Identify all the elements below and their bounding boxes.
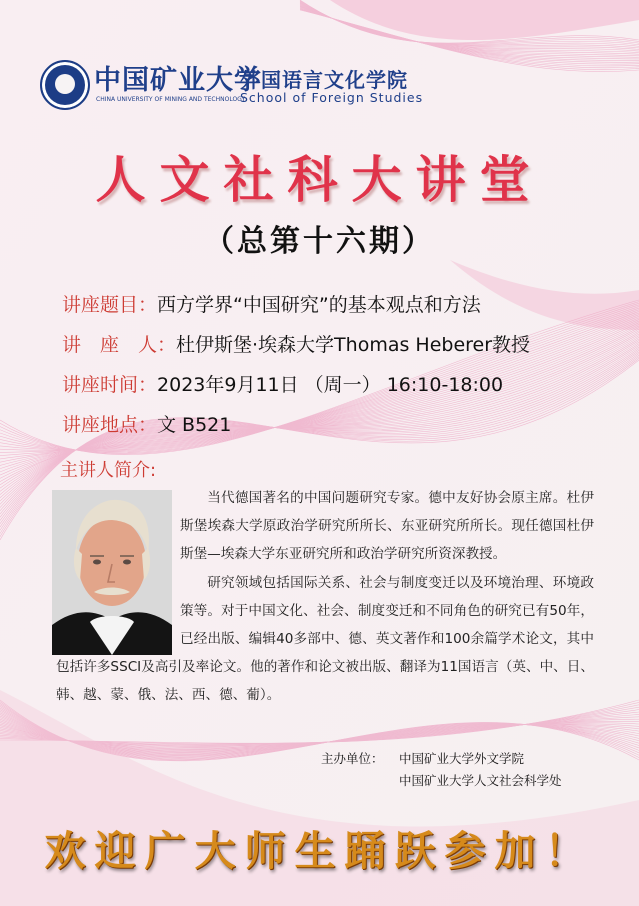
organizer-unit: 中国矿业大学人文社会科学处 <box>399 773 562 788</box>
lecture-time-value: 2023年9月11日 （周一） 16:10-18:00 <box>157 374 504 396</box>
lecturer-value: 杜伊斯堡·埃森大学Thomas Heberer教授 <box>176 334 531 356</box>
lecturer-row <box>62 330 530 357</box>
lecture-time-row <box>62 370 503 397</box>
page-title: 人文社科大讲堂 <box>95 150 544 209</box>
footer-slogan: 欢迎广大师生踊跃参加！ <box>44 827 595 875</box>
organizer-block <box>321 748 562 792</box>
school-name-en: School of Foreign Studies <box>240 90 424 105</box>
lecture-venue-value: 文 B521 <box>157 414 232 436</box>
speaker-portrait <box>52 490 172 655</box>
lecture-topic-row <box>62 290 481 317</box>
lecture-venue-row <box>62 410 231 437</box>
university-name-en: CHINA UNIVERSITY OF MINING AND TECHNOLOGY <box>96 96 246 103</box>
lecture-time-label: 讲座时间： <box>62 374 158 396</box>
organizer-label: 主办单位： <box>321 751 384 766</box>
bio-paragraph: 研究领域包括国际关系、社会与制度变迁以及环境治理、环境政策等。对于中国文化、社会、制度变迁和不同角色的研究已有50年，已经出版、编辑40多部中、德、英文著作和100余篇学术论文，其中包括许多SSCI及高引及率论文。他的著作和论文被出版、翻译为11国语言（英、中、日、韩、越、蒙、俄、法、西、德、葡）。 <box>56 574 594 704</box>
lecture-venue-label: 讲座地点： <box>62 414 158 436</box>
lecture-topic-label: 讲座题目： <box>62 294 158 316</box>
organizer-unit: 中国矿业大学外文学院 <box>399 751 525 766</box>
school-name-cn: 外国语言文化学院 <box>240 68 408 92</box>
issue-number: （总第十六期） <box>204 224 435 259</box>
lecturer-label: 讲 座 人： <box>62 334 177 356</box>
lecture-topic-value: 西方学界“中国研究”的基本观点和方法 <box>157 294 481 316</box>
bio-paragraph: 当代德国著名的中国问题研究专家。德中友好协会原主席。杜伊斯堡埃森大学原政治学研究所所长、东亚研究所所长。现任德国杜伊斯堡—埃森大学东亚研究所和政治学研究所资深教授。 <box>180 490 594 563</box>
bio-heading: 主讲人简介: <box>60 460 157 481</box>
university-name-cn: 中国矿业大学 <box>94 65 262 96</box>
university-seal-icon <box>40 60 90 110</box>
